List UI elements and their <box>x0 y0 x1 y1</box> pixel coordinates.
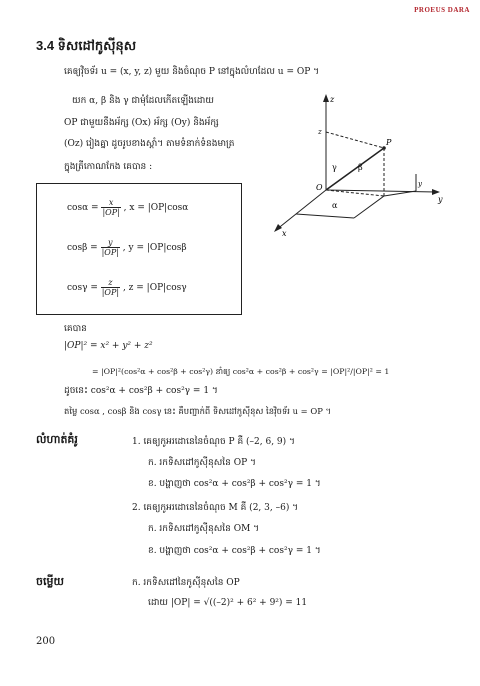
frac-den: |OP| <box>101 288 120 297</box>
cos-alpha-rhs: , x = |OP|cosα <box>123 203 189 213</box>
intro-line-1: គេឲ្យវ៉ិចទ័រ u = (x, y, z) មួយ និងចំណុច P នៅក្នុងលំហដែល u = OP ។ <box>64 67 320 77</box>
derivation-line-1: គេបាន <box>64 324 87 334</box>
cos-beta-rhs: , y = |OP|cosβ <box>122 243 187 253</box>
example-q2: 2. គេឲ្យកូអរដោនេនៃចំណុច M គឺ (2, 3, –6) ។ <box>132 503 299 513</box>
label-gamma: γ <box>332 163 337 172</box>
example-q1b: ខ. បង្ហាញថា cos²α + cos²β + cos²γ = 1 ។ <box>148 479 321 489</box>
intro-line-3: OP ជាមួយនឹងអ័ក្ស (Ox) អ័ក្ស (Oy) និងអ័ក្ស <box>64 118 219 128</box>
answer-line-2: ដោយ |OP| = √((–2)² + 6² + 9²) = 11 <box>148 598 308 608</box>
derivation-line-4: ដូចនេះ cos²α + cos²β + cos²γ = 1 ។ <box>64 386 218 396</box>
intro-line-5: ក្នុងត្រីកោណកែង គេបាន : <box>64 162 153 172</box>
intro-line-4: (Oz) រៀងគ្នា ដូចរូបខាងស្ដាំ។ តាមទំនាក់ទំនងមាត្រ <box>64 139 235 149</box>
cos-alpha-lhs: cosα = <box>67 203 99 213</box>
answer-label: ចម្លើយ <box>36 576 64 588</box>
frac-num: y <box>101 238 120 248</box>
z-drop <box>326 132 384 148</box>
frac-num: x <box>101 198 120 208</box>
derivation-line-5: តម្លៃ cosα , cosβ និង cosγ នេះ គឺបញ្ជាក់ពី ទិសដៅកូស៊ីនុស នៃវ៉ិចទ័រ u = OP ។ <box>64 406 332 416</box>
example-q2a: ក. រកទិសដៅកូស៊ីនុសនៃ OM ។ <box>148 524 260 534</box>
answer-line-1: ក. រកទិសដៅនៃកូស៊ីនុសនៃ OP <box>132 578 240 588</box>
section-title: 3.4 ទិសដៅកូស៊ីនុស <box>36 38 137 53</box>
axes-figure <box>266 90 456 240</box>
label-beta: β <box>358 163 363 172</box>
cos-gamma-lhs: cosγ = <box>67 283 98 293</box>
z-arrow-icon <box>323 94 329 102</box>
frac-den: |OP| <box>101 248 119 257</box>
formula-row-gamma <box>67 278 187 297</box>
formula-row-beta <box>67 238 187 257</box>
x-arrow-icon <box>274 224 282 232</box>
label-z: z <box>330 95 335 104</box>
base-edge-2 <box>354 196 384 218</box>
label-z-proj: z <box>318 128 322 136</box>
cos-gamma-fraction <box>101 278 120 297</box>
base-edge-3 <box>296 214 354 218</box>
label-y-proj: y <box>418 180 422 188</box>
label-x: x <box>282 229 287 238</box>
cos-alpha-fraction <box>101 198 120 217</box>
label-alpha: α <box>332 201 338 210</box>
frac-num: z <box>101 278 120 288</box>
cos-beta-fraction <box>101 238 120 257</box>
frac-den: |OP| <box>102 208 120 217</box>
intro-line-2: យក α, β និង γ ជាមុំដែលកើតឡើងដោយ <box>72 96 214 106</box>
x-axis-line <box>276 190 326 230</box>
derivation-line-2: |OP|² = x² + y² + z² <box>64 341 153 351</box>
example-q2b: ខ. បង្ហាញថា cos²α + cos²β + cos²γ = 1 ។ <box>148 546 321 556</box>
example-label: លំហាត់គំរូ <box>36 434 78 446</box>
label-p: P <box>386 138 392 147</box>
label-y: y <box>438 195 443 204</box>
example-q1a: ក. រកទិសដៅកូស៊ីនុសនៃ OP ។ <box>148 458 256 468</box>
formula-box <box>36 183 242 315</box>
cos-beta-lhs: cosβ = <box>67 243 98 253</box>
label-o: O <box>316 183 323 192</box>
formula-row-alpha <box>67 198 188 217</box>
page-number: 200 <box>36 636 56 647</box>
derivation-line-3: = |OP|²(cos²α + cos²β + cos²γ) នាំឲ្យ cos²α + cos²β + cos²γ = |OP|²/|OP|² = 1 <box>92 367 390 376</box>
example-q1: 1. គេឲ្យកូអរដោនេនៃចំណុច P គឺ (–2, 6, 9) ។ <box>132 437 295 447</box>
cos-gamma-rhs: , z = |OP|cosγ <box>122 283 187 293</box>
header-brand: PROEUS DARA <box>414 6 470 14</box>
